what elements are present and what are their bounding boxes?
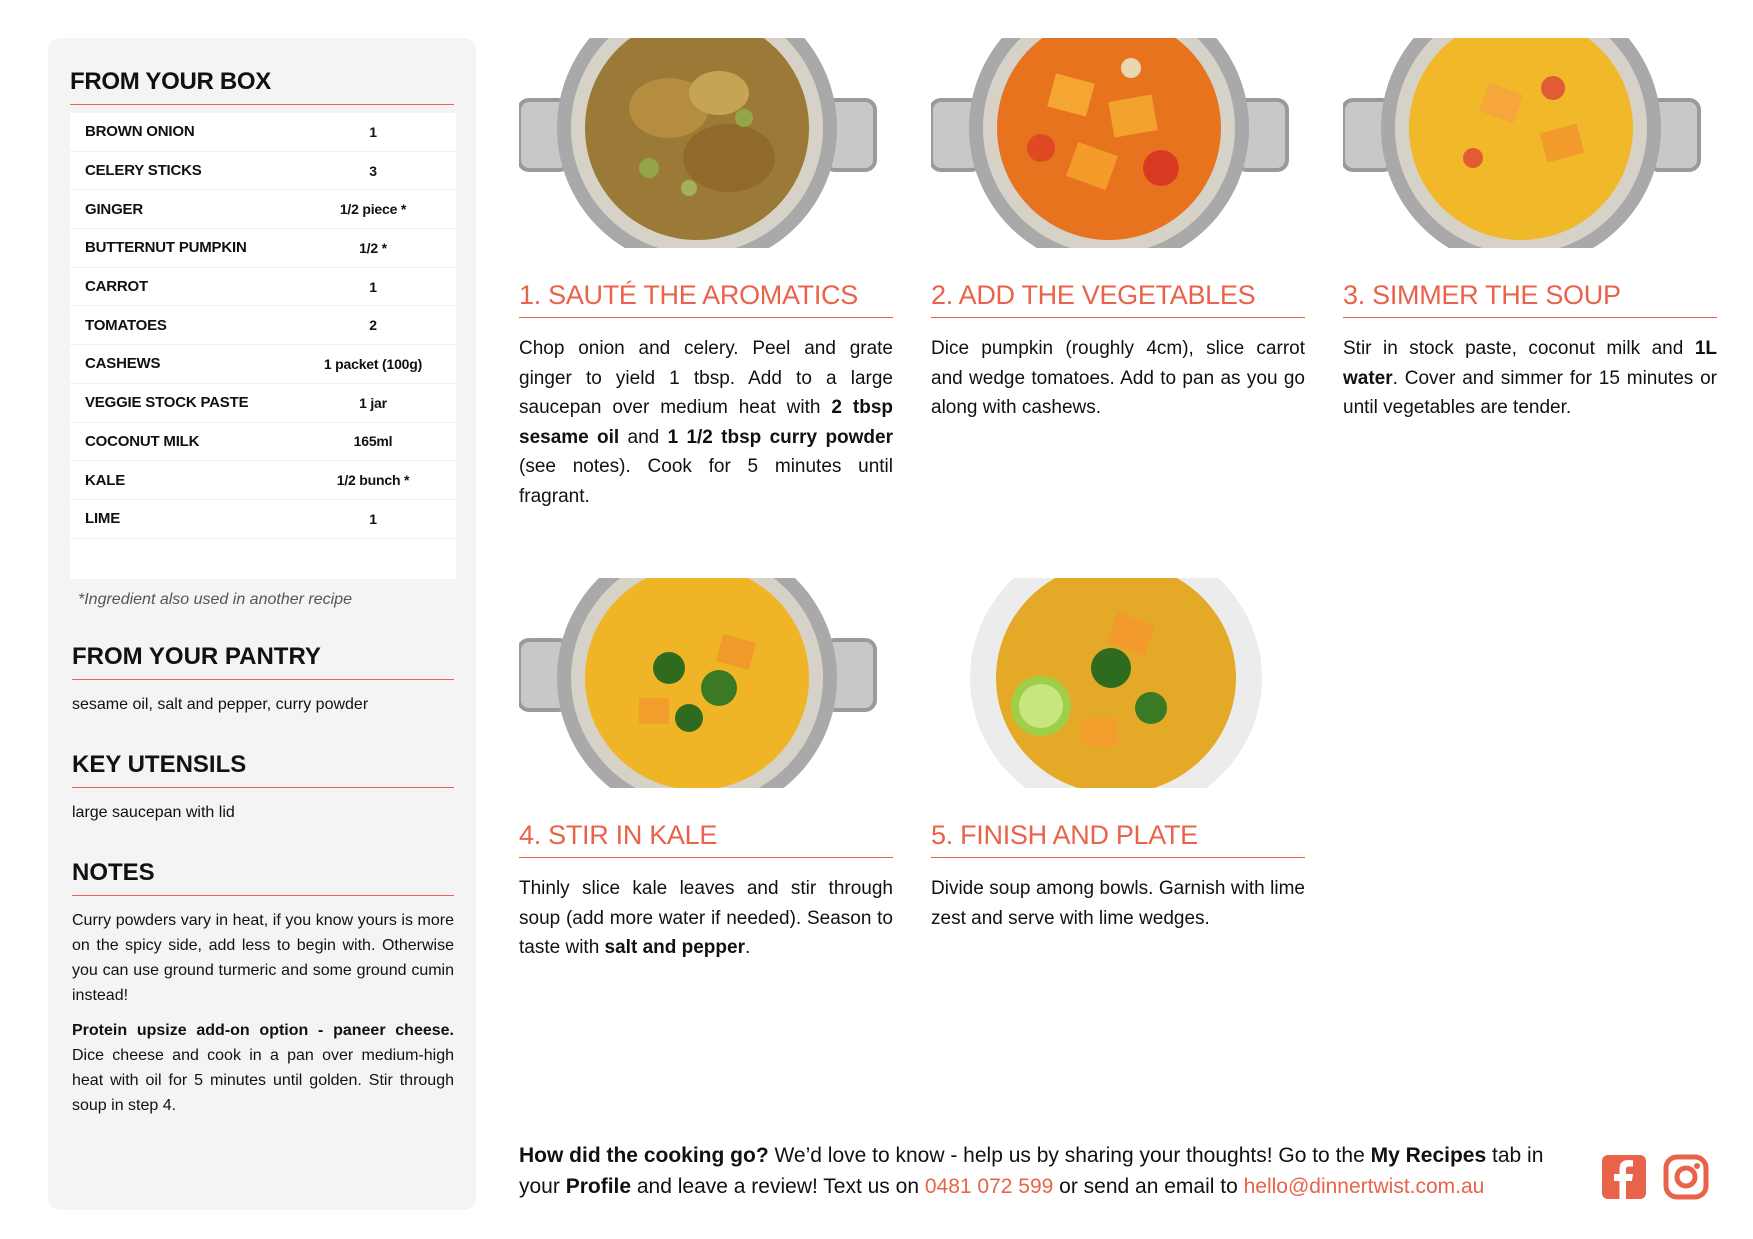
step-5-title: 5. FINISH AND PLATE: [931, 820, 1305, 858]
ingredient-qty: 1 packet (100g): [323, 355, 423, 372]
ingredient-qty: 1/2 *: [359, 239, 387, 256]
ingredient-name: CASHEWS: [85, 355, 161, 373]
ingredient-qty: 1 jar: [359, 394, 387, 411]
ingredient-qty: 3: [369, 162, 377, 179]
table-row: [70, 345, 456, 384]
profile-ref: Profile: [565, 1175, 632, 1198]
feedback-footer: How did the cooking go? We’d love to know - help us by sharing your thoughts! Go to the My Recipes tab in your Profile and leave a review! Text us on 0481 072 599 or send an email to hello@dinnertwist.com.au: [519, 1144, 1544, 1198]
table-row: [70, 423, 456, 462]
table-row: [70, 229, 456, 268]
ingredient-name: GINGER: [85, 200, 143, 218]
step-2: [931, 38, 1305, 423]
pantry-heading: FROM YOUR PANTRY: [72, 643, 454, 680]
from-box-heading: FROM YOUR BOX: [70, 68, 454, 105]
ingredient-qty: 1: [369, 278, 377, 295]
table-row: [70, 190, 456, 229]
step-1-text: Chop onion and celery. Peel and grate ginger to yield 1 tbsp. Add to a large saucepan over medium heat with 2 tbsp sesame oil and 1 1/2 tbsp curry powder (see notes). Cook for 5 minutes until fragrant.: [519, 338, 894, 507]
pantry-text: sesame oil, salt and pepper, curry powder: [72, 696, 369, 713]
ingredient-name: VEGGIE STOCK PASTE: [85, 394, 249, 412]
step-2-photo: [931, 38, 1291, 248]
ingredient-qty: 1/2 bunch *: [336, 472, 410, 489]
utensils-text: large saucepan with lid: [72, 804, 235, 821]
ingredient-name: BROWN ONION: [85, 123, 195, 141]
instagram-icon[interactable]: [1663, 1154, 1709, 1200]
step-2-text: Dice pumpkin (roughly 4cm), slice carrot and wedge tomatoes. Add to pan as you go along with cashews.: [931, 338, 1305, 418]
table-row: [70, 113, 456, 152]
feedback-question: How did the cooking go?: [519, 1144, 769, 1167]
ingredient-footnote: *Ingredient also used in another recipe: [78, 591, 352, 608]
pantry-section: [70, 643, 454, 717]
facebook-icon[interactable]: [1601, 1154, 1647, 1200]
ingredient-name: COCONUT MILK: [85, 432, 200, 450]
email-link[interactable]: hello@dinnertwist.com.au: [1243, 1175, 1485, 1198]
ingredient-qty: 165ml: [353, 433, 393, 450]
step-4-photo: [519, 578, 879, 788]
ingredient-qty: 2: [369, 317, 377, 334]
notes-section: [70, 859, 454, 1118]
step-5-text: Divide soup among bowls. Garnish with lime zest and serve with lime wedges.: [931, 878, 1305, 929]
table-row: [70, 152, 456, 191]
ingredient-name: LIME: [85, 510, 121, 528]
step-4-text: Thinly slice kale leaves and stir through soup (add more water if needed). Season to taste with salt and pepper.: [519, 878, 893, 958]
step-5-photo: [931, 578, 1291, 788]
table-row: [70, 268, 456, 307]
step-3: [1343, 38, 1717, 423]
step-3-photo: [1343, 38, 1703, 248]
ingredient-name: CELERY STICKS: [85, 162, 202, 180]
phone-link[interactable]: 0481 072 599: [924, 1175, 1054, 1198]
ingredient-qty: 1: [369, 510, 377, 527]
ingredient-name: BUTTERNUT PUMPKIN: [85, 239, 247, 257]
utensils-heading: KEY UTENSILS: [72, 751, 454, 788]
step-4-title: 4. STIR IN KALE: [519, 820, 893, 858]
step-3-text: Stir in stock paste, coconut milk and 1L water. Cover and simmer for 15 minutes or until vegetables are tender.: [1343, 338, 1717, 418]
step-3-title: 3. SIMMER THE SOUP: [1343, 280, 1717, 318]
step-1: [519, 38, 893, 511]
ingredients-sidebar: [48, 38, 476, 1210]
table-row: [70, 306, 456, 345]
ingredient-qty: 1: [369, 123, 377, 140]
step-2-title: 2. ADD THE VEGETABLES: [931, 280, 1305, 318]
table-row: [70, 461, 456, 500]
step-5: [931, 578, 1305, 933]
step-1-photo: [519, 38, 879, 248]
ingredient-name: KALE: [85, 471, 126, 489]
ingredient-name: TOMATOES: [85, 316, 167, 334]
my-recipes-tab-ref: My Recipes: [1370, 1144, 1487, 1167]
ingredient-qty: 1/2 piece *: [339, 201, 407, 218]
table-row: [70, 500, 456, 539]
upsize-text: Dice cheese and cook in a pan over medium-high heat with oil for 5 minutes until golden. Stir through soup in step 4.: [72, 1047, 454, 1114]
ingredients-table: [70, 113, 456, 579]
upsize-label: Protein upsize add-on option - paneer cheese.: [72, 1022, 454, 1039]
notes-paragraph: Curry powders vary in heat, if you know yours is more on the spicy side, add less to begin with. Otherwise you can use ground turmeric and some ground cumin instead!: [72, 912, 454, 1004]
step-1-title: 1. SAUTÉ THE AROMATICS: [519, 280, 893, 318]
notes-paragraph-upsize: [72, 1018, 454, 1118]
utensils-section: [70, 751, 454, 825]
table-row: [70, 384, 456, 423]
notes-heading: NOTES: [72, 859, 454, 896]
ingredient-name: CARROT: [85, 278, 148, 296]
step-4: [519, 578, 893, 963]
